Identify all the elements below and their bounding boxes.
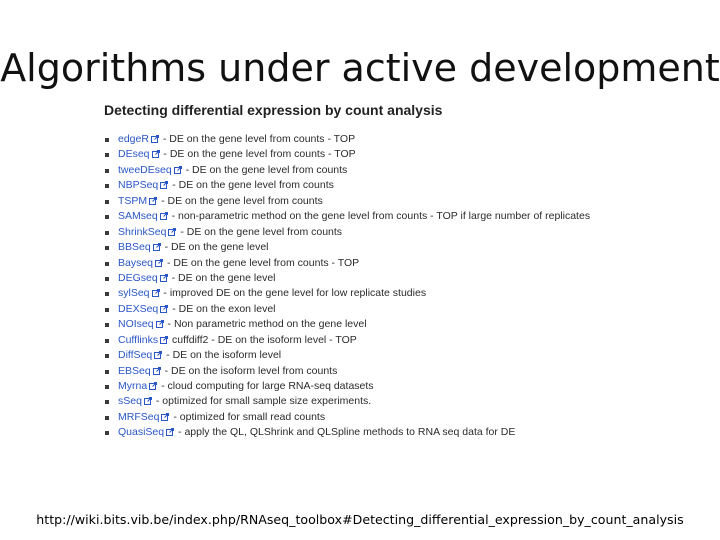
square-bullet-icon (105, 339, 109, 343)
external-link-icon (174, 164, 182, 172)
square-bullet-icon (105, 416, 109, 420)
tool-link[interactable]: QuasiSeq (118, 426, 165, 439)
square-bullet-icon (105, 200, 109, 204)
list-item (100, 286, 640, 301)
square-bullet-icon (105, 246, 109, 250)
list-item (100, 147, 640, 162)
tool-link[interactable]: DiffSeq (118, 349, 153, 362)
square-bullet-icon (105, 215, 109, 219)
external-link-icon (161, 411, 169, 419)
tool-link[interactable]: edgeR (118, 133, 149, 145)
external-link-icon (160, 210, 168, 218)
tool-description: - improved DE on the gene level for low replicate studies (160, 287, 427, 300)
tool-description: - DE on the gene level from counts - TOP (160, 148, 356, 161)
tool-link[interactable]: Myrna (118, 380, 148, 392)
tool-description: - DE on the gene level from counts - TOP (164, 256, 360, 269)
tool-link[interactable]: Cufflinks (118, 333, 159, 346)
external-link-icon (153, 241, 161, 249)
tool-description: - DE on the gene level from counts (169, 179, 334, 192)
external-link-icon (156, 318, 164, 326)
source-url: http://wiki.bits.vib.be/index.php/RNAseq_toolbox#Detecting_differential_expression_by_count_analysis (36, 512, 684, 527)
tool-link[interactable]: DEseq (118, 148, 150, 161)
tool-link[interactable]: NBPSeq (118, 179, 159, 192)
square-bullet-icon (105, 431, 109, 435)
tool-list (100, 132, 640, 441)
square-bullet-icon (105, 262, 109, 266)
external-link-icon (151, 133, 159, 141)
tool-description: - DE on the gene level (161, 241, 269, 254)
tool-description: - DE on the gene level from counts (182, 163, 348, 176)
square-bullet-icon (105, 277, 109, 281)
list-item (100, 410, 640, 425)
square-bullet-icon (105, 138, 109, 142)
external-link-icon (166, 426, 174, 434)
tool-description: - non-parametric method on the gene level from counts - TOP if large number of replicates (168, 210, 591, 223)
tool-link[interactable]: sylSeq (118, 287, 150, 300)
tool-description: - DE on the isoform level (163, 349, 282, 362)
list-item (100, 364, 640, 379)
square-bullet-icon (105, 231, 109, 235)
tool-description: - optimized for small sample size experiments. (152, 395, 372, 408)
list-item (100, 348, 640, 363)
external-link-icon (149, 195, 157, 203)
list-item (100, 163, 640, 178)
list-item (100, 194, 640, 209)
list-item (100, 271, 640, 286)
tool-link[interactable]: ShrinkSeq (118, 225, 167, 238)
tool-link[interactable]: DEGseq (118, 271, 158, 284)
external-link-icon (152, 287, 160, 295)
list-item (100, 132, 640, 147)
tool-link[interactable]: DEXSeq (118, 302, 159, 315)
external-link-icon (154, 349, 162, 357)
list-item (100, 178, 640, 193)
tool-link[interactable]: BBSeq (118, 241, 151, 254)
tool-link[interactable]: TSPM (118, 194, 148, 207)
list-item (100, 333, 640, 348)
tool-description: - Non parametric method on the gene level (164, 318, 367, 331)
external-link-icon (160, 272, 168, 280)
tool-link[interactable]: SAMseq (118, 210, 158, 223)
square-bullet-icon (105, 385, 109, 389)
external-link-icon (149, 380, 157, 388)
external-link-icon (155, 257, 163, 265)
external-link-icon (153, 365, 161, 373)
list-item (100, 379, 640, 394)
square-bullet-icon (105, 370, 109, 374)
tool-description: - DE on the isoform level from counts (161, 364, 338, 377)
tool-description: - DE on the gene level from counts (177, 225, 343, 238)
square-bullet-icon (105, 184, 109, 188)
external-link-icon (160, 303, 168, 311)
list-item (100, 302, 640, 317)
list-item (100, 256, 640, 271)
square-bullet-icon (105, 354, 109, 358)
tool-link[interactable]: MRFSeq (118, 410, 160, 423)
external-link-icon (160, 334, 168, 342)
list-item (100, 425, 640, 440)
tool-link[interactable]: sSeq (118, 395, 142, 408)
square-bullet-icon (105, 169, 109, 173)
square-bullet-icon (105, 400, 109, 404)
wiki-screenshot (100, 100, 640, 440)
tool-description: - optimized for small read counts (170, 410, 326, 423)
section-heading: Detecting differential expression by count analysis (104, 102, 443, 118)
list-item (100, 317, 640, 332)
tool-description: - DE on the exon level (169, 302, 276, 315)
square-bullet-icon (105, 308, 109, 312)
tool-description: - apply the QL, QLShrink and QLSpline methods to RNA seq data for DE (175, 426, 516, 439)
external-link-icon (144, 395, 152, 403)
tool-description: cuffdiff2 - DE on the isoform level - TOP (169, 333, 357, 346)
external-link-icon (160, 179, 168, 187)
slide-title: Algorithms under active development (0, 46, 720, 90)
tool-link[interactable]: EBSeq (118, 364, 151, 377)
tool-description: - DE on the gene level from counts (158, 194, 323, 207)
list-item (100, 225, 640, 240)
tool-link[interactable]: NOIseq (118, 318, 154, 331)
list-item (100, 394, 640, 409)
list-item (100, 240, 640, 255)
square-bullet-icon (105, 323, 109, 327)
square-bullet-icon (105, 153, 109, 157)
square-bullet-icon (105, 292, 109, 296)
external-link-icon (152, 148, 160, 156)
tool-link[interactable]: tweeDEseq (118, 163, 172, 176)
tool-description: - DE on the gene level (168, 271, 276, 284)
tool-link[interactable]: Bayseq (118, 256, 154, 269)
tool-description: - DE on the gene level from counts - TOP (159, 133, 356, 145)
list-item (100, 209, 640, 224)
tool-description: - cloud computing for large RNA-seq datasets (158, 380, 374, 392)
external-link-icon (168, 226, 176, 234)
